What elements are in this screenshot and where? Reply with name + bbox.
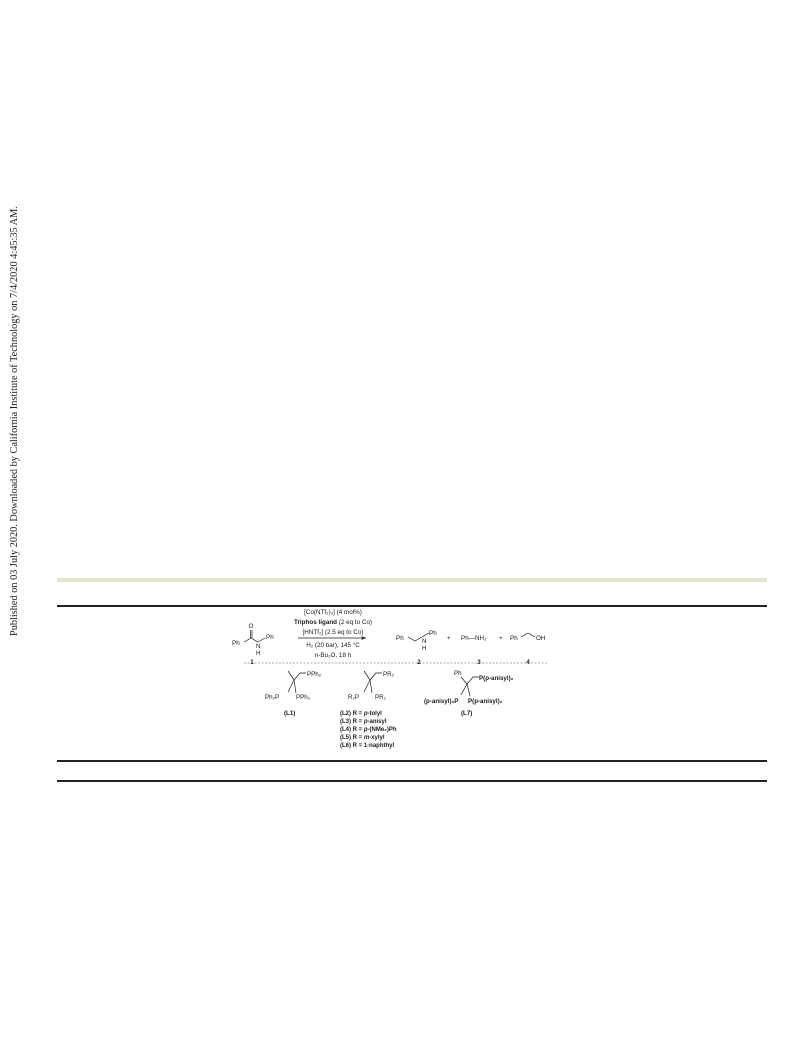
svg-text:Ph: Ph bbox=[429, 630, 437, 637]
reaction-arrow bbox=[298, 636, 366, 640]
reaction-conditions bbox=[294, 609, 372, 659]
solvent-text: n-Bu₂O, 18 h bbox=[314, 652, 352, 659]
acid-text: [HNTf₂] (2.5 eq to Co) bbox=[302, 629, 364, 636]
svg-text:OH: OH bbox=[536, 635, 546, 642]
substrate-1 bbox=[232, 623, 274, 666]
svg-text:P(p-anisyl)₂: P(p-anisyl)₂ bbox=[479, 675, 514, 682]
svg-text:H: H bbox=[256, 650, 261, 657]
label-1: 1 bbox=[250, 659, 254, 666]
svg-text:P(p-anisyl)₂: P(p-anisyl)₂ bbox=[468, 698, 503, 705]
ligand-l2-l6 bbox=[340, 671, 397, 749]
plus-sign: + bbox=[499, 635, 503, 642]
catalyst-text: [Co(NTf₂)₂] (4 mol%) bbox=[304, 609, 362, 616]
svg-text:N: N bbox=[422, 638, 427, 645]
variant-l4: (L4) R = p-(NMe₂)Ph bbox=[340, 727, 397, 733]
svg-text:PR₂: PR₂ bbox=[375, 694, 386, 701]
label-l7: (L7) bbox=[461, 710, 473, 717]
download-watermark bbox=[4, 186, 22, 636]
product-2 bbox=[396, 630, 437, 666]
svg-text:Ph: Ph bbox=[266, 634, 274, 641]
svg-text:H: H bbox=[422, 645, 427, 652]
svg-text:PPh₂: PPh₂ bbox=[307, 671, 322, 678]
svg-text:Ph: Ph bbox=[454, 670, 462, 677]
variant-l6: (L6) R = 1-naphthyl bbox=[340, 743, 395, 749]
svg-text:Ph: Ph bbox=[510, 635, 518, 642]
svg-text:Ph—NH₂: Ph—NH₂ bbox=[461, 635, 487, 642]
product-4 bbox=[510, 633, 546, 666]
label-l1: (L1) bbox=[284, 710, 296, 717]
ligand-l1 bbox=[265, 671, 322, 717]
plus-sign: + bbox=[447, 635, 451, 642]
ligand-text: Triphos ligand (2 eq to Co) bbox=[293, 619, 373, 626]
watermark-text: Published on 03 July 2020. Downloaded by California Institute of Technology on 7/4/2020 4:45:35 AM. bbox=[9, 206, 20, 636]
svg-text:Ph: Ph bbox=[232, 640, 240, 647]
section-divider bbox=[57, 578, 767, 582]
label-4: 4 bbox=[526, 659, 530, 666]
svg-text:PR₂: PR₂ bbox=[383, 671, 394, 678]
label-2: 2 bbox=[417, 659, 421, 666]
ligand-l7 bbox=[424, 670, 514, 717]
svg-text:O: O bbox=[248, 623, 254, 630]
reaction-scheme bbox=[230, 605, 560, 765]
svg-text:Ph₂P: Ph₂P bbox=[265, 694, 280, 701]
svg-text:R₂P: R₂P bbox=[348, 694, 359, 701]
label-3: 3 bbox=[477, 659, 481, 666]
svg-text:(p-anisyl)₂P: (p-anisyl)₂P bbox=[424, 698, 459, 705]
gas-text: H₂ (20 bar), 145 °C bbox=[306, 642, 360, 649]
product-3 bbox=[461, 635, 487, 666]
variant-l3: (L3) R = p-anisyl bbox=[340, 719, 387, 725]
svg-text:Ph: Ph bbox=[396, 635, 404, 642]
table-bottom-rule bbox=[57, 780, 767, 782]
svg-text:N: N bbox=[256, 643, 261, 650]
variant-l5: (L5) R = m-xylyl bbox=[340, 735, 385, 741]
svg-text:PPh₂: PPh₂ bbox=[296, 694, 311, 701]
variant-l2: (L2) R = p-tolyl bbox=[340, 711, 382, 717]
